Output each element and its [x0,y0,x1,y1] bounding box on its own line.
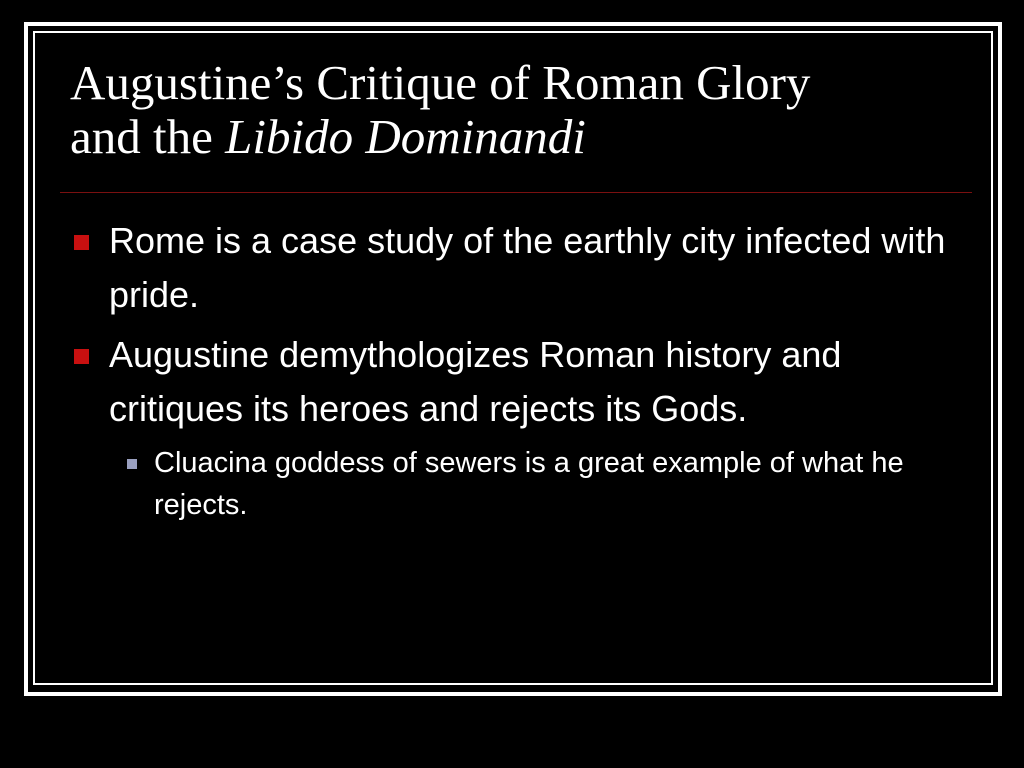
square-bullet-icon [74,235,89,250]
sub-bullet-text: Cluacina goddess of sewers is a great example of what he rejects. [154,447,904,521]
title-divider [60,192,972,193]
sub-bullet-item [72,442,952,526]
bullet-text: Rome is a case study of the earthly city infected with pride. [109,220,946,315]
small-square-bullet-icon [127,459,137,469]
bullet-item [72,214,952,322]
title-line-2-italic: Libido Dominandi [225,109,586,164]
bullet-item [72,328,952,436]
title-line-2-prefix: and the [70,109,226,164]
slide-body [72,214,952,526]
slide-title [70,56,970,164]
title-line-1: Augustine’s Critique of Roman Glory [70,55,811,110]
bullet-text: Augustine demythologizes Roman history and critiques its heroes and rejects its Gods. [109,334,842,429]
square-bullet-icon [74,349,89,364]
title-line-2 [70,110,970,164]
